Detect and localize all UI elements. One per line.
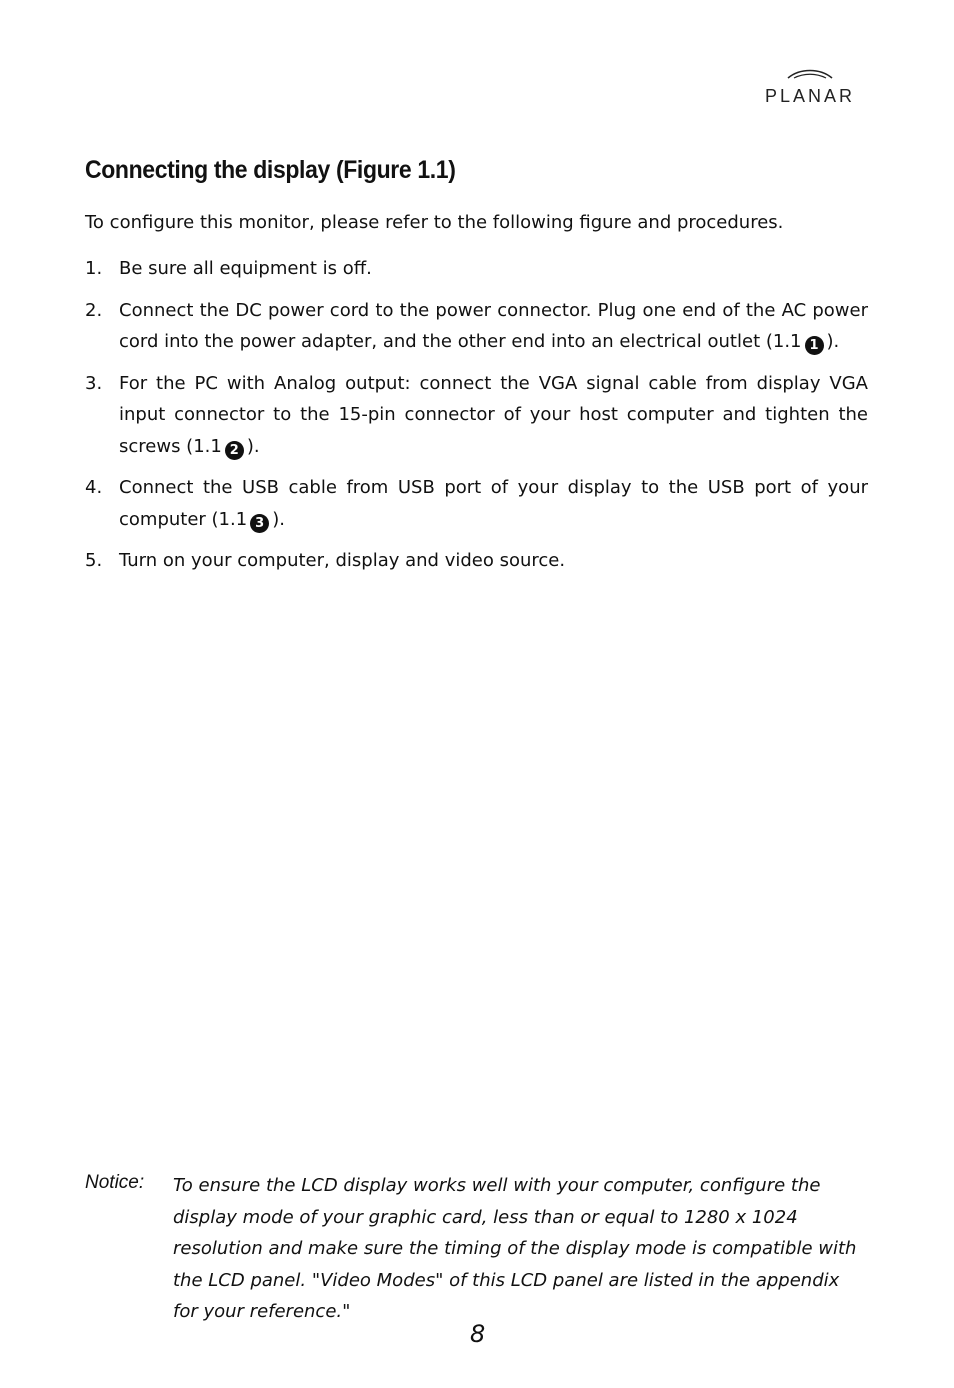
steps-list (85, 253, 868, 587)
step-text-end: ). (272, 508, 285, 530)
step-text: Connect the USB cable from USB port of your display to the USB port of your computer (1.1 (119, 477, 868, 530)
step-text: Turn on your computer, display and video source. (119, 550, 566, 571)
callout-badge: 1 (805, 336, 824, 355)
page-number: 8 (470, 1320, 486, 1348)
list-item (85, 295, 868, 358)
step-text-end: ). (826, 331, 840, 352)
step-number: 5. (85, 550, 103, 571)
list-item (85, 472, 868, 535)
step-number: 1. (85, 258, 103, 279)
step-text: Be sure all equipment is off. (119, 258, 372, 279)
step-text: Connect the DC power cord to the power connector. Plug one end of the AC power cord into the power adapter, and the other end into an electrical outlet (1.1 (119, 299, 868, 352)
step-number: 2. (85, 299, 103, 321)
list-item (85, 545, 868, 577)
planar-logo-icon (786, 66, 834, 80)
step-text: For the PC with Analog output: connect the VGA signal cable from display VGA input connector to the 15-pin connector of your host computer and tighten the screws (1.1 (119, 372, 868, 457)
list-item (85, 253, 868, 285)
logo-text: PLANAR (764, 86, 856, 106)
step-text-end: ). (246, 435, 260, 457)
step-number: 4. (85, 477, 103, 498)
notice-text: To ensure the LCD display works well with your computer, configure the display mode of your graphic card, less than or equal to 1280 x 1024 resolution and make sure the timing of the display mode is compatible with the LCD panel. "Video Modes" of this LCD panel are listed in the appendix for your reference." (173, 1175, 857, 1322)
notice-label: Notice: (85, 1172, 145, 1193)
list-item (85, 368, 868, 463)
callout-badge: 3 (250, 514, 269, 533)
page-title: Connecting the display (Figure 1.1) (85, 156, 456, 184)
step-number: 3. (85, 372, 103, 394)
notice-block (85, 1170, 868, 1328)
planar-logo (752, 66, 868, 106)
callout-badge: 2 (225, 441, 244, 460)
intro-paragraph: To configure this monitor, please refer to the following figure and procedures. (85, 212, 784, 233)
